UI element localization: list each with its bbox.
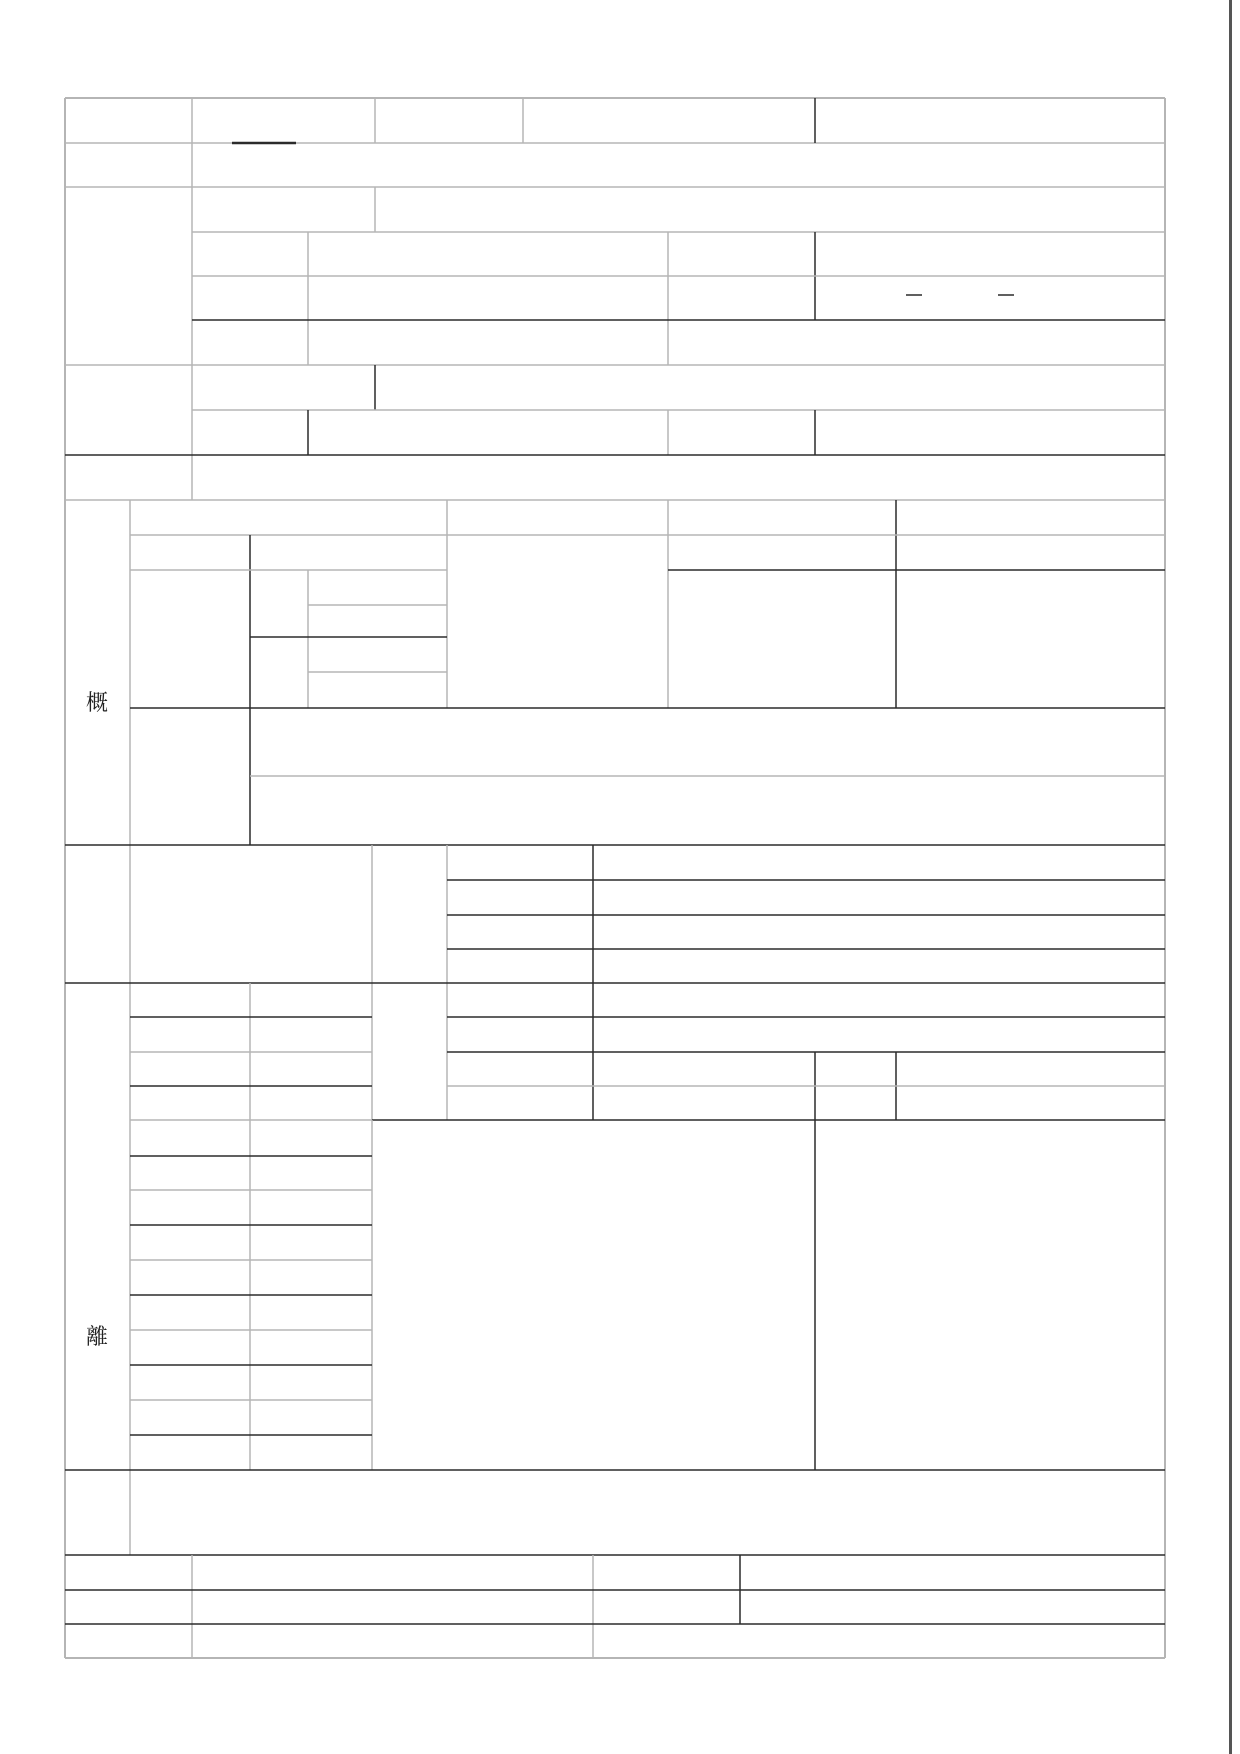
side-label-lower: 離 [86, 1325, 109, 1350]
side-label-upper: 概 [86, 691, 109, 716]
scan-edge [1229, 0, 1232, 1754]
